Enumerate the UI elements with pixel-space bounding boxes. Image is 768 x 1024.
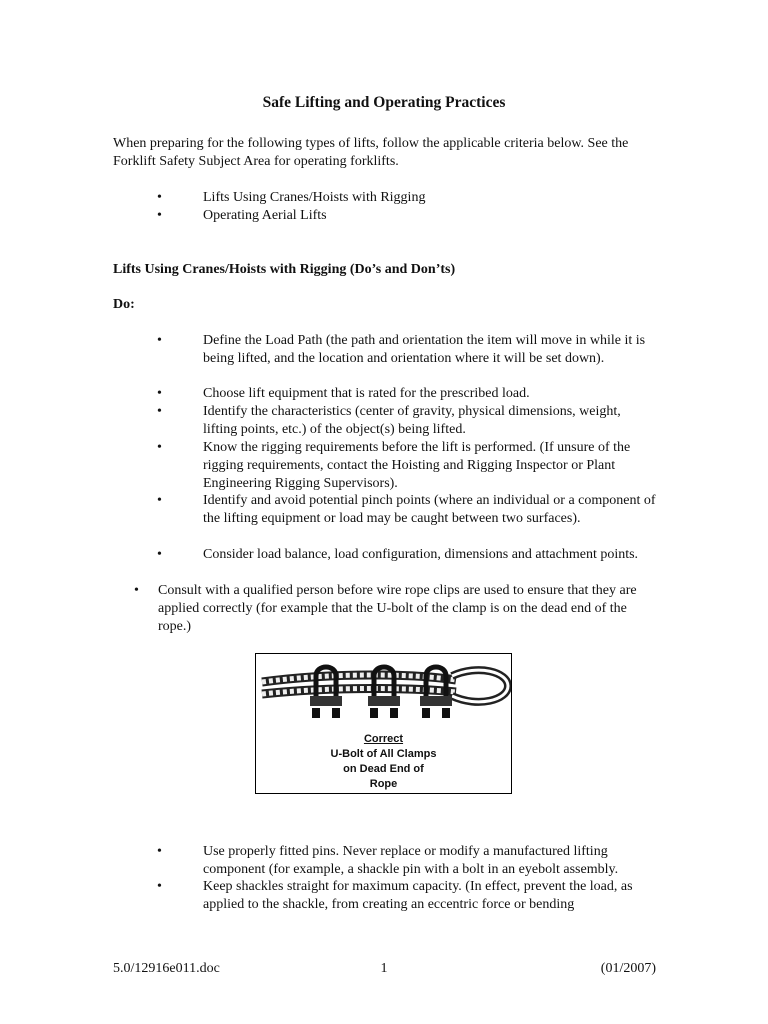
list-item — [157, 403, 658, 439]
figure-caption-line: U-Bolt of All Clamps — [330, 748, 437, 760]
list-item-text: Consult with a qualified person before wire rope clips are used to ensure that they are applied correctly (for example that the U-bolt of the clamp is on the dead end of the rope.) — [158, 583, 637, 634]
intro-paragraph: When preparing for the following types of lifts, follow the applicable criteria below. See the Forklift Safety Subject Area for operating forklifts. — [113, 136, 629, 169]
footer-page-number: 1 — [380, 961, 388, 976]
thimble-eye — [452, 670, 508, 702]
bullet-icon: • — [157, 208, 162, 223]
wire-rope-clips-illustration — [256, 658, 511, 738]
list-item-text: Identify and avoid potential pinch points (where an individual or a component of the lifting equipment or load may be caught between two surfaces). — [203, 493, 656, 526]
list-item — [157, 189, 658, 207]
list-item — [134, 582, 658, 636]
bullet-icon: • — [157, 844, 162, 859]
bullet-icon: • — [157, 333, 162, 348]
list-item-text: Lifts Using Cranes/Hoists with Rigging — [203, 190, 426, 205]
list-item-text: Consider load balance, load configuration, dimensions and attachment points. — [203, 547, 639, 562]
figure-caption-title: Correct — [363, 733, 404, 745]
list-item-text: Define the Load Path (the path and orientation the item will move in while it is being lifted, and the location and orientation where it will be set down). — [203, 333, 646, 366]
figure-caption-line: on Dead End of — [343, 763, 424, 775]
list-item — [157, 843, 658, 879]
page-title: Safe Lifting and Operating Practices — [262, 94, 506, 111]
bullet-icon: • — [157, 386, 162, 401]
section-heading: Lifts Using Cranes/Hoists with Rigging (Do’s and Don’ts) — [113, 262, 456, 277]
list-item-text: Identify the characteristics (center of gravity, physical dimensions, weight, lifting points, etc.) of the object(s) being lifted. — [203, 404, 621, 437]
list-item — [157, 878, 658, 914]
do-label: Do: — [113, 297, 135, 312]
footer-doc-id: 5.0/12916e011.doc — [113, 961, 220, 976]
bullet-icon: • — [157, 493, 162, 508]
bullet-icon: • — [157, 547, 162, 562]
list-item — [157, 332, 658, 368]
list-item — [157, 439, 658, 493]
list-item-text: Operating Aerial Lifts — [203, 208, 327, 223]
list-item-text: Keep shackles straight for maximum capacity. (In effect, prevent the load, as applied to the shackle, from creating an eccentric force or bending — [203, 879, 633, 912]
bullet-icon: • — [157, 440, 162, 455]
bullet-icon: • — [157, 190, 162, 205]
wire-rope-clip-figure — [255, 653, 512, 794]
figure-caption-line: Rope — [369, 778, 398, 790]
bullet-icon: • — [157, 879, 162, 894]
list-item-text: Use properly fitted pins. Never replace or modify a manufactured lifting component (for example, a shackle pin with a bolt in an eyebolt assembly. — [203, 844, 619, 877]
list-item — [157, 492, 658, 528]
list-item — [157, 207, 658, 225]
footer-date: (01/2007) — [600, 961, 656, 976]
bullet-icon: • — [157, 404, 162, 419]
list-item-text: Know the rigging requirements before the lift is performed. (If unsure of the rigging requirements, contact the Hoisting and Rigging Inspector or Plant Engineering Rigging Supervisors). — [203, 440, 631, 491]
list-item-text: Choose lift equipment that is rated for the prescribed load. — [203, 386, 530, 401]
list-item — [157, 546, 658, 564]
list-item — [157, 385, 658, 403]
bullet-icon: • — [134, 583, 139, 598]
